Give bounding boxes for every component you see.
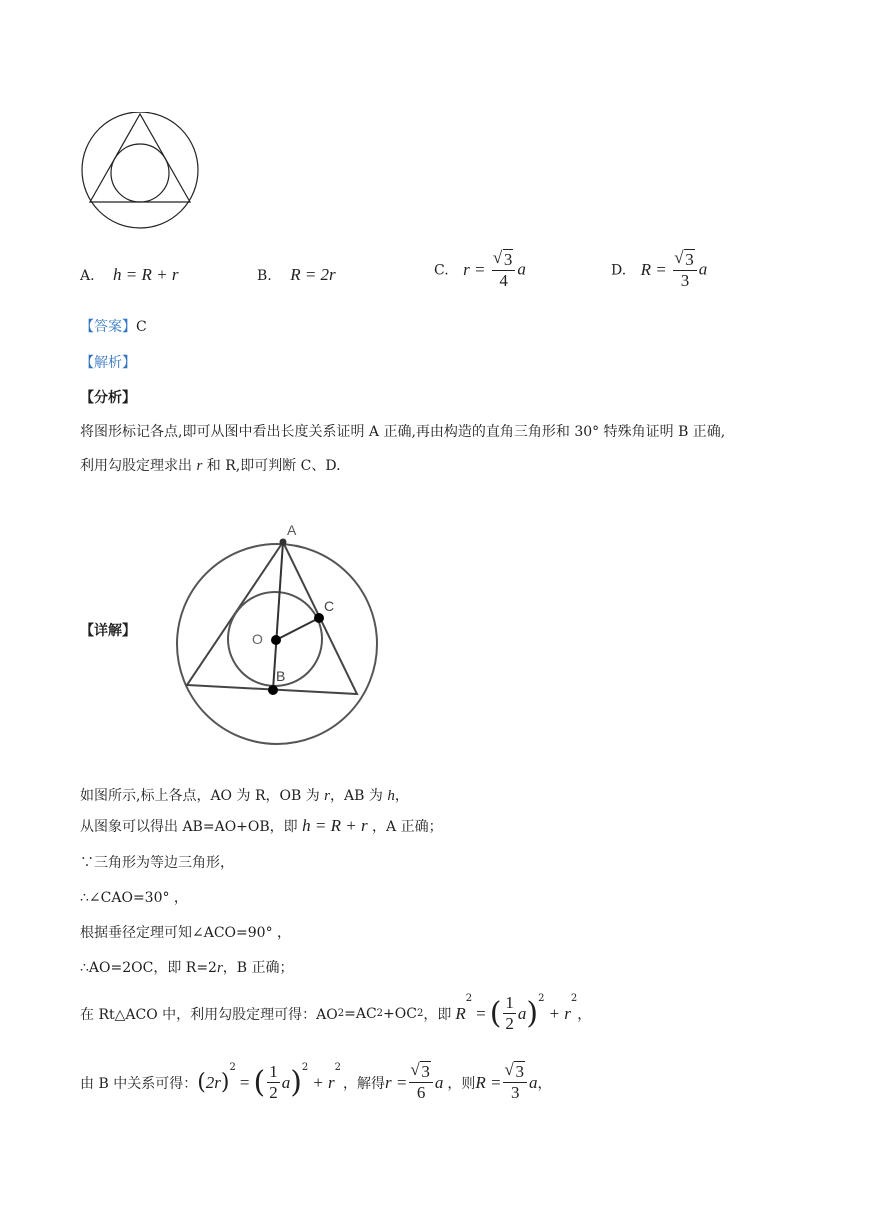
- step-7: 在 Rt△ACO 中，利用勾股定理可得：AO 2 =AC 2 +OC 2 ，即 R $^2$ = ( $\frac{1}{2}$ a ) $^2$ + r $^2$ ，: [80, 993, 592, 1033]
- step-7-half-den: 2: [505, 1014, 514, 1033]
- fenxi-line2-post: 和 R,即可判断 C、D.: [202, 458, 341, 474]
- step-8-frac-R: [503, 1062, 527, 1103]
- label-b: B: [276, 668, 286, 684]
- step-8-a3: a: [528, 1072, 538, 1092]
- circumcircle: [82, 112, 198, 228]
- step-7-half: [503, 993, 516, 1034]
- answer-line: [80, 316, 147, 336]
- label-a: A: [287, 522, 297, 538]
- step-8-half: [267, 1062, 280, 1103]
- step-2: [80, 816, 443, 836]
- step-2-post: ，A 正确；: [367, 819, 443, 835]
- step-1-pre: 如图所示,标上各点，AO 为 R，OB 为: [80, 788, 325, 804]
- step-1-h: h: [387, 788, 395, 804]
- option-c-letter: C.: [434, 262, 449, 279]
- option-d-letter: D.: [611, 262, 627, 279]
- step-8-den2: 3: [510, 1083, 520, 1102]
- step-7-R: R: [455, 1003, 466, 1023]
- option-d: [611, 250, 707, 291]
- step-7-post: ，即: [423, 1006, 452, 1023]
- step-7-sup6: 2: [570, 993, 578, 1004]
- option-b: [257, 265, 336, 285]
- step-7-sup4: 2: [465, 993, 473, 1004]
- step-8-r: + r: [312, 1072, 335, 1092]
- step-8-eq: =: [239, 1072, 250, 1092]
- fenxi-line2-r: r: [196, 458, 203, 474]
- step-8-a2: a: [434, 1072, 444, 1092]
- step-2-pre: 从图象可以得出 AB=AO+OB，即: [80, 819, 303, 835]
- option-c-rhs: a: [517, 259, 526, 279]
- segment-oc: [276, 618, 319, 640]
- detail-figure: [170, 518, 385, 748]
- step-8-den: 6: [416, 1083, 426, 1102]
- label-o: O: [252, 631, 263, 647]
- option-a: [80, 265, 178, 285]
- step-6-post: ，B 正确；: [222, 960, 294, 976]
- step-8-num: 3: [421, 1062, 430, 1081]
- step-8-sup3: 2: [334, 1062, 342, 1073]
- step-8-num2: 3: [515, 1062, 524, 1081]
- step-7-a: a: [517, 1003, 527, 1023]
- fenxi-line2-pre: 利用勾股定理求出: [80, 458, 197, 474]
- option-b-expr: R = 2r: [290, 265, 336, 284]
- step-8-pre: 由 B 中关系可得：: [80, 1075, 198, 1092]
- step-8-lhs: 2r: [205, 1072, 221, 1092]
- option-a-expr: h = R + r: [113, 265, 179, 284]
- step-8-half-den: 2: [269, 1083, 278, 1102]
- step-8-R: R =: [475, 1072, 502, 1092]
- step-8: 由 B 中关系可得： ( 2r ) $^2$ = ( $\frac{1}{2}$ a ) $^2$ + r $^2$ ，解得 r = √ $\frac{3}{6}$ a ，则 R = √ $\frac{3}{3}$ a ，: [80, 1062, 551, 1103]
- point-a: [280, 539, 287, 546]
- detail-tag: 【详解】: [80, 623, 136, 639]
- triangle: [90, 114, 190, 202]
- detail-triangle: [187, 542, 357, 694]
- fenxi-line1: 将图形标记各点,即可从图中看出长度关系证明 A 正确,再由构造的直角三角形和 30° 特殊角证明 B 正确,: [80, 424, 726, 440]
- option-c-lhs: r =: [463, 259, 486, 279]
- step-5: 根据垂径定理可知∠ACO=90° ，: [80, 925, 292, 941]
- step-7-eq: =: [476, 1003, 486, 1023]
- step-7-half-num: 1: [505, 993, 514, 1012]
- fenxi-line2: [80, 455, 341, 475]
- option-d-lhs: R =: [640, 259, 667, 279]
- option-c-num: 3: [503, 250, 513, 269]
- answer-tag: 【答案】: [80, 319, 136, 335]
- step-6-r: r: [216, 960, 223, 976]
- step-7-pre: 在 Rt△ACO 中，利用勾股定理可得：AO: [80, 1006, 338, 1023]
- step-8-then: ，则: [447, 1075, 476, 1092]
- step-6: [80, 957, 294, 977]
- step-7-mid2: +OC: [383, 1005, 417, 1022]
- step-8-mid: ，解得: [343, 1075, 386, 1092]
- option-a-letter: A.: [80, 268, 95, 284]
- option-d-num: 3: [685, 250, 694, 269]
- step-7-mid1: =AC: [344, 1005, 377, 1022]
- option-d-rhs: a: [698, 259, 708, 279]
- step-8-sup2: 2: [301, 1062, 309, 1073]
- point-c: [314, 613, 324, 623]
- option-b-letter: B.: [257, 268, 272, 284]
- step-1-mid: ，AB 为: [330, 788, 388, 804]
- step-7-sup5: 2: [538, 993, 545, 1004]
- step-8-a: a: [281, 1072, 291, 1092]
- step-3: ∵三角形为等边三角形，: [80, 855, 234, 871]
- step-6-pre: ∴AO=2OC，即 R=2: [80, 960, 217, 976]
- step-2-expr: h = R + r: [302, 816, 368, 835]
- step-8-r2: r =: [385, 1072, 408, 1092]
- point-o: [271, 635, 281, 645]
- option-c: [434, 250, 526, 291]
- option-d-fraction: [673, 250, 697, 291]
- option-c-fraction: [492, 250, 516, 291]
- incircle: [111, 144, 169, 202]
- label-c: C: [324, 598, 335, 614]
- option-d-den: 3: [680, 271, 690, 290]
- step-4: ∴∠CAO=30° ，: [80, 890, 188, 906]
- step-7-sup3: 2: [416, 1008, 424, 1019]
- step-7-sup1: 2: [337, 1008, 345, 1019]
- answer-value: C: [136, 319, 147, 335]
- step-1-r: r: [324, 788, 330, 804]
- step-7-sup2: 2: [376, 1008, 384, 1019]
- step-1-end: ，: [394, 788, 409, 804]
- step-8-half-num: 1: [269, 1062, 278, 1081]
- option-c-den: 4: [499, 271, 508, 290]
- step-1: [80, 785, 409, 805]
- step-8-frac-r: [409, 1062, 433, 1103]
- step-7-r: + r: [548, 1003, 571, 1023]
- point-b: [268, 685, 278, 695]
- analysis-tag: 【解析】: [80, 355, 136, 371]
- step-8-sup1: 2: [229, 1062, 236, 1073]
- step-7-end: ，: [577, 1006, 592, 1023]
- step-8-end: ，: [537, 1075, 552, 1092]
- fenxi-tag: 【分析】: [80, 390, 136, 406]
- top-figure: [80, 112, 204, 236]
